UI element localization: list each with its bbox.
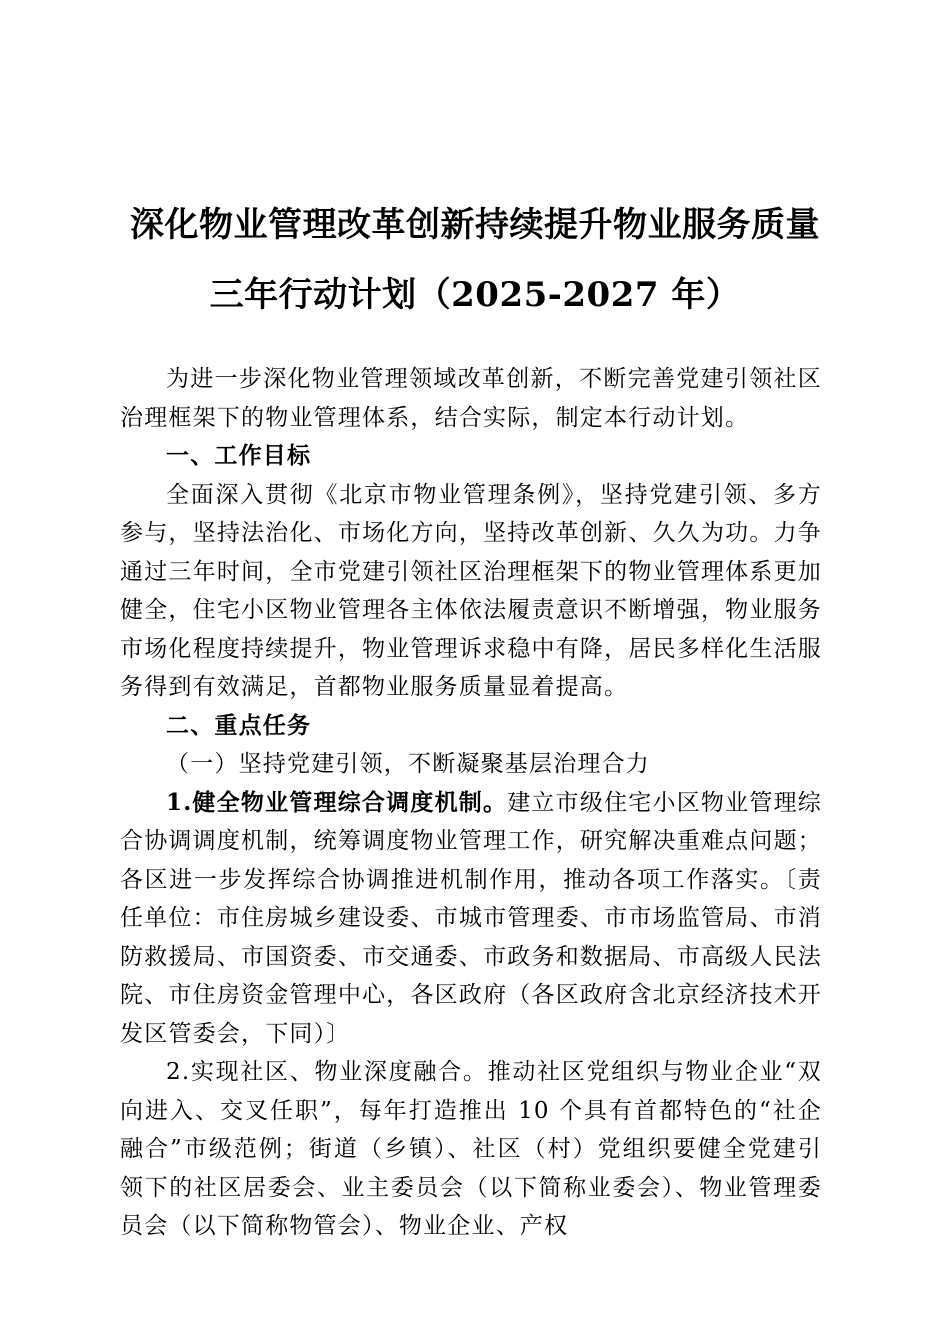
document-title (100, 190, 850, 330)
task-item-1-body: 建立市级住宅小区物业管理综合协调调度机制，统筹调度物业管理工作，研究解决重难点问题；各区进一步发挥综合协调推进机制作用，推动各项工作落实。〔责任单位：市住房城乡建设委、市城市管理委、市市场监管局、市消防救援局、市国资委、市交通委、市政务和数据局、市高级人民法院、市住房资金管理中心，各区政府（各区政府含北京经济技术开发区管委会，下同）〕 (120, 789, 822, 1047)
goals-paragraph: 全面深入贯彻《北京市物业管理条例》，坚持党建引领、多方参与，坚持法治化、市场化方向，坚持改革创新、久久为功。力争通过三年时间，全市党建引领社区治理框架下的物业管理体系更加健全，住宅小区物业管理各主体依法履责意识不断增强，物业服务市场化程度持续提升，物业管理诉求稳中有降，居民多样化生活服务得到有效满足，首都物业服务质量显着提高。 (120, 481, 822, 700)
section-heading-tasks: 二、重点任务 (166, 711, 312, 739)
task-item-1-lead: 1.健全物业管理综合调度机制。 (166, 788, 508, 816)
task-item-2: 2.实现社区、物业深度融合。推动社区党组织与物业企业“双向进入、交叉任职”，每年打造推出 10 个具有首都特色的“社企融合”市级范例；街道（乡镇）、社区（村）党组织要健全党建引领下的社区居委会、业主委员会（以下简称业委会）、物业管理委员会（以下简称物管会）、物业企业、产权 (120, 1059, 822, 1239)
title-line-2: 三年行动计划（2025-2027 年） (209, 275, 741, 315)
title-line-1: 深化物业管理改革创新持续提升物业服务质量 (130, 205, 820, 245)
document-body (120, 360, 822, 1246)
intro-paragraph: 为进一步深化物业管理领域改革创新，不断完善党建引领社区治理框架下的物业管理体系，结合实际，制定本行动计划。 (120, 366, 822, 431)
subsection-heading-party-building: （一）坚持党建引领，不断凝聚基层治理合力 (166, 751, 650, 777)
task-item-1 (120, 784, 822, 1054)
section-heading-goals: 一、工作目标 (166, 442, 312, 469)
